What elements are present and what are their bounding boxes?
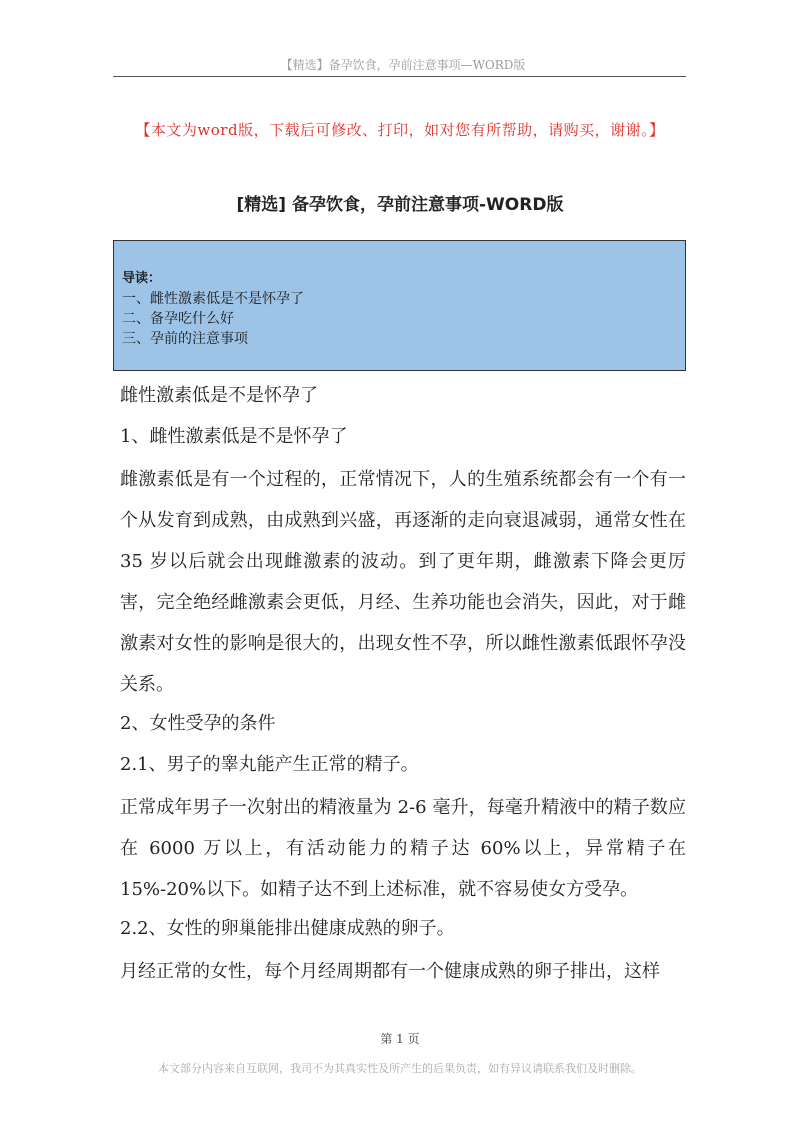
section-title: 雌性激素低是不是怀孕了 bbox=[120, 385, 318, 406]
subsection-heading: 2.2、女性的卵巢能排出健康成熟的卵子。 bbox=[120, 918, 455, 939]
subsection-heading: 2.1、男子的睾丸能产生正常的精子。 bbox=[120, 754, 419, 775]
reading-guide-heading: 导读： bbox=[122, 271, 162, 286]
subsection-heading: 1、雌性激素低是不是怀孕了 bbox=[120, 426, 348, 447]
reading-guide-item: 三、孕前的注意事项 bbox=[122, 331, 248, 347]
document-title: [精选] 备孕饮食，孕前注意事项-WORD版 bbox=[236, 195, 564, 215]
header-divider bbox=[113, 76, 686, 77]
document-body bbox=[120, 377, 686, 992]
reading-guide-item: 二、备孕吃什么好 bbox=[122, 311, 234, 327]
reading-guide-box bbox=[113, 240, 686, 371]
body-paragraph: 正常成年男子一次射出的精液量为 2-6 毫升，每毫升精液中的精子数应在 6000 万以上，有活动能力的精子达 60%以上，异常精子在15%-20%以下。如精子达不到上述标准，就不容易使女方受孕。 bbox=[120, 797, 686, 900]
running-header: 【精选】备孕饮食，孕前注意事项—WORD版 bbox=[280, 58, 526, 72]
purchase-notice: 【本文为word版，下载后可修改、打印，如对您有所帮助，请购买，谢谢。】 bbox=[135, 121, 665, 139]
page-number: 第 1 页 bbox=[380, 1032, 420, 1046]
body-paragraph: 雌激素低是有一个过程的，正常情况下，人的生殖系统都会有一个有一个从发育到成熟，由成熟到兴盛，再逐渐的走向衰退减弱，通常女性在 35 岁以后就会出现雌激素的波动。到了更年期，雌激素下降会更厉害，完全绝经雌激素会更低，月经、生养功能也会消失，因此，对于雌激素对女性的影响是很大的，出现女性不孕，所以雌性激素低跟怀孕没关系。 bbox=[120, 469, 686, 695]
footer-disclaimer: 本文部分内容来自互联网，我司不为其真实性及所产生的后果负责，如有异议请联系我们及时删除。 bbox=[158, 1062, 642, 1075]
body-paragraph: 月经正常的女性，每个月经周期都有一个健康成熟的卵子排出，这样 bbox=[120, 961, 660, 982]
reading-guide-item: 一、雌性激素低是不是怀孕了 bbox=[122, 291, 304, 307]
subsection-heading: 2、女性受孕的条件 bbox=[120, 713, 276, 734]
